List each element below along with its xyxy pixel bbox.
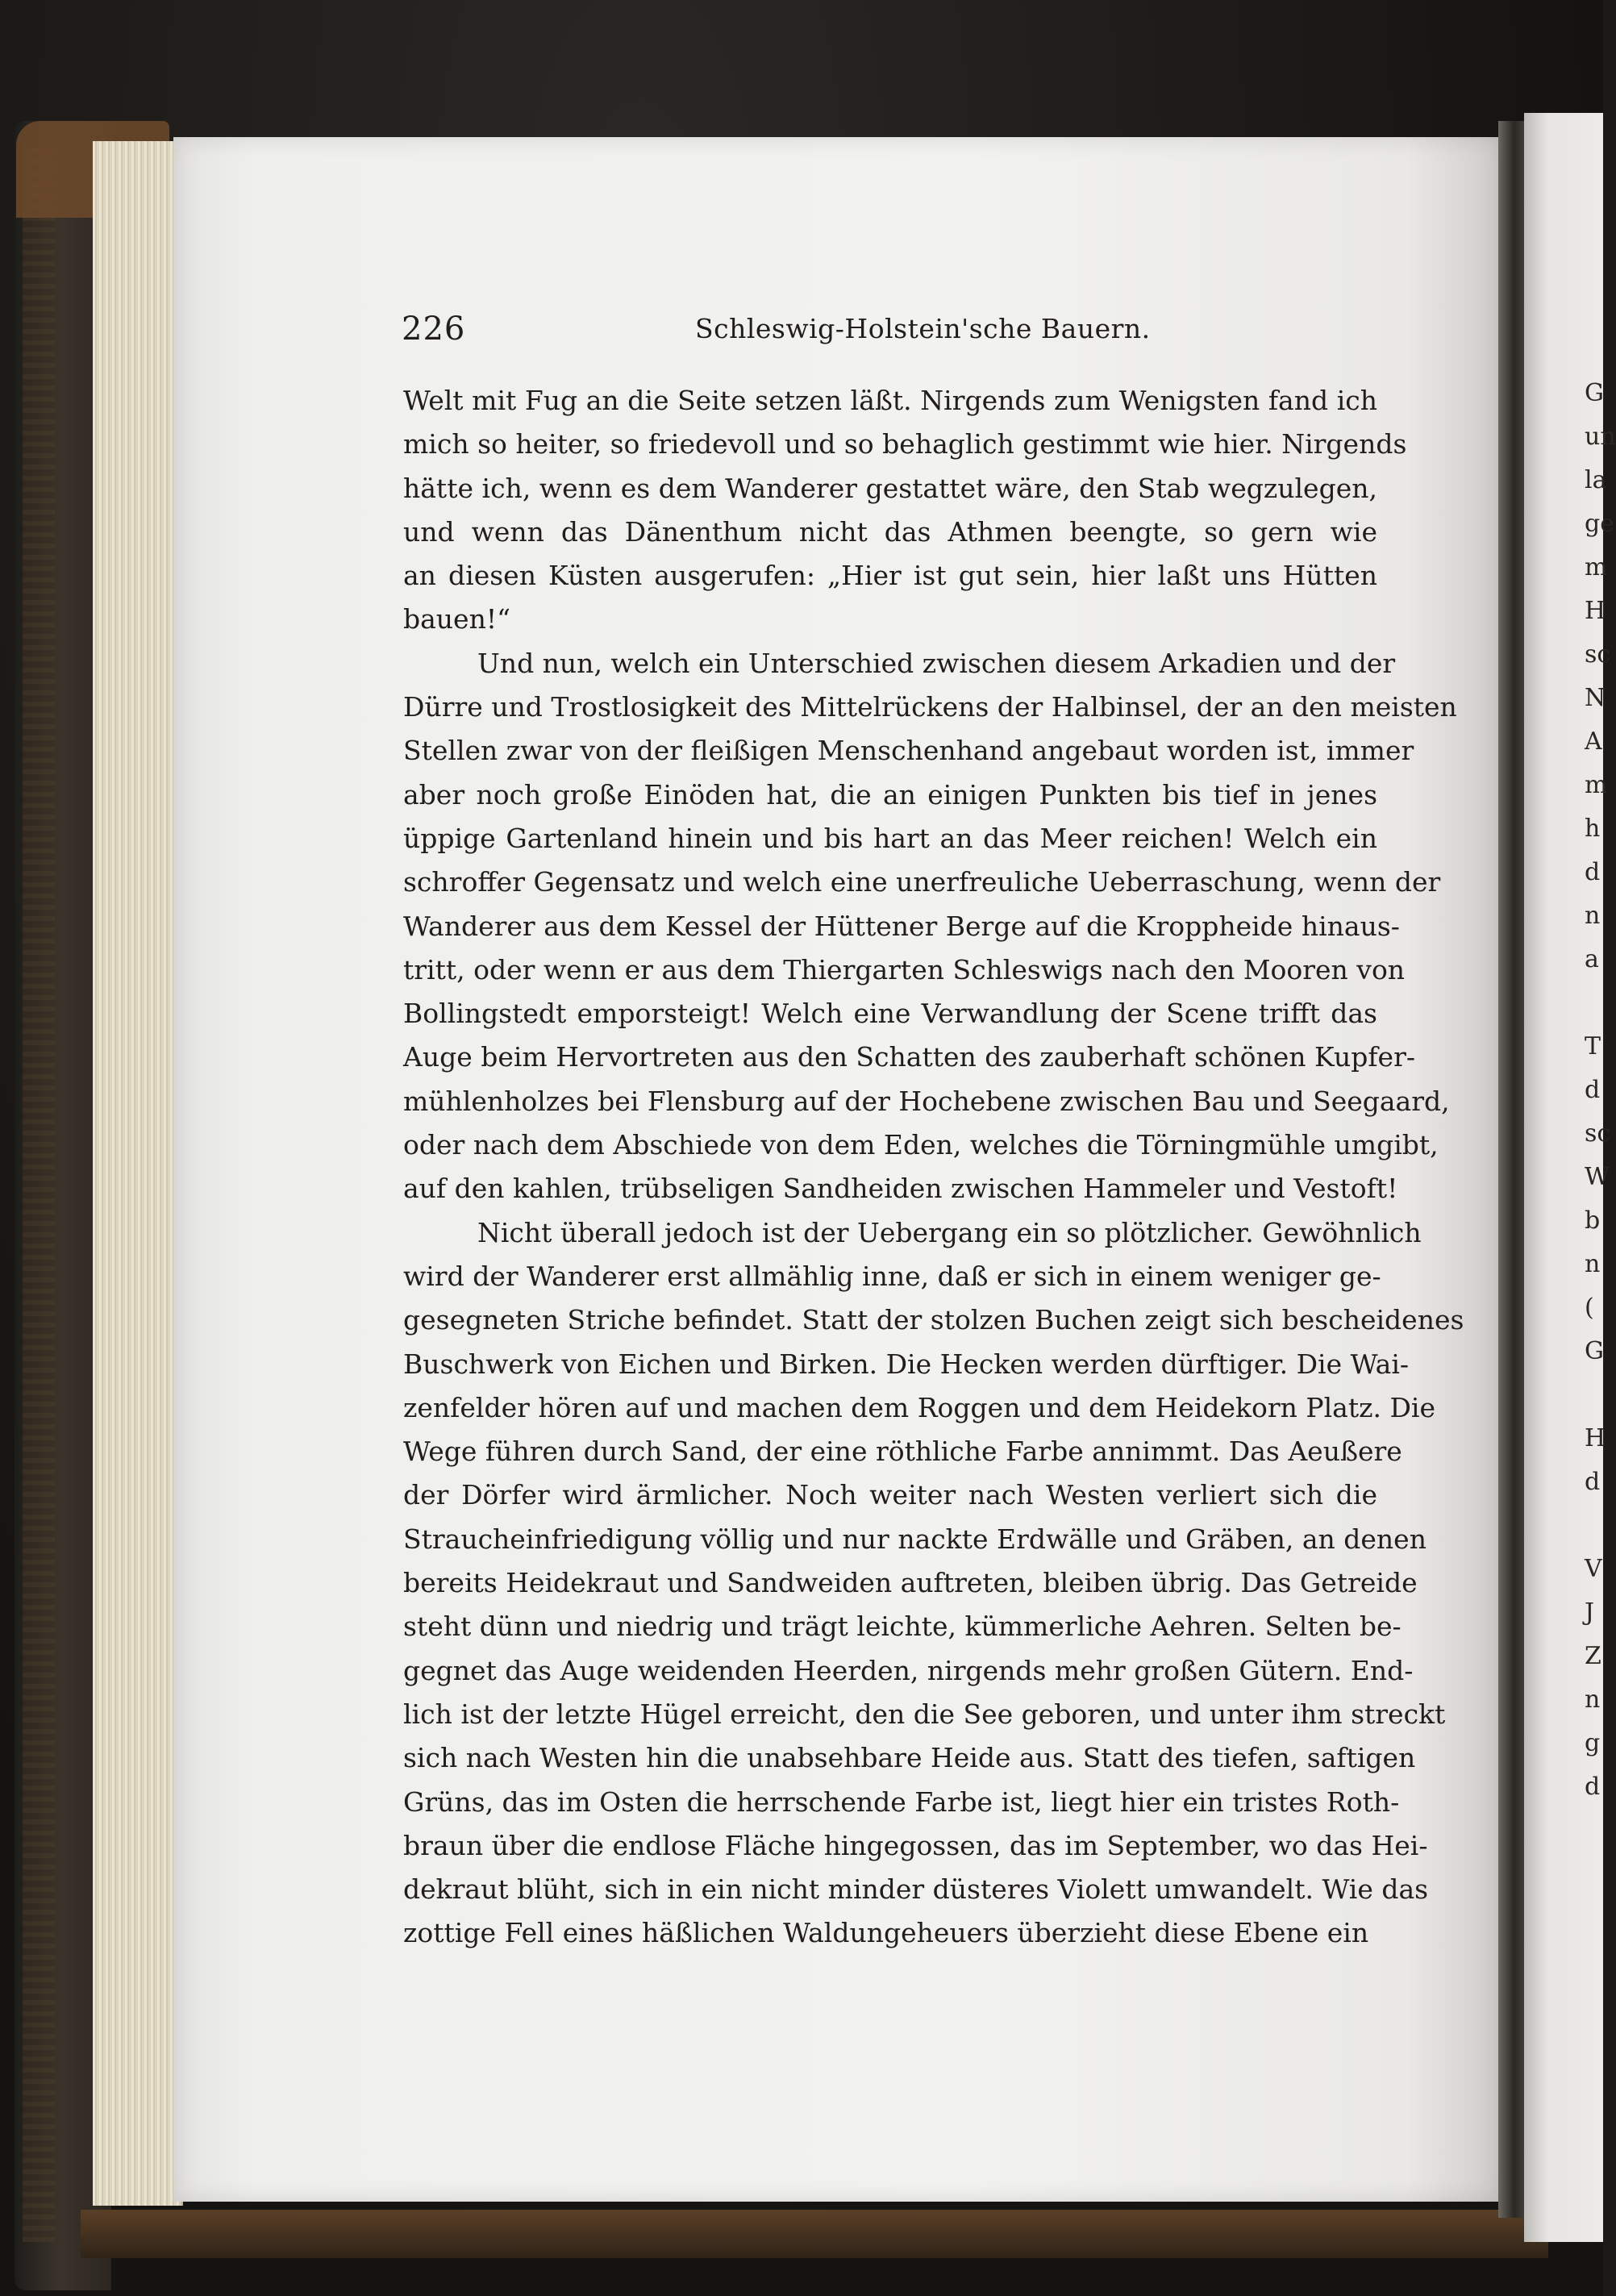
facing-page-fragment: n [1585,1686,1601,1714]
text-line: aber noch große Einöden hat, die an einigen Punkten bis tief in jenes [403,778,1377,810]
facing-page-fragment: H [1585,597,1606,625]
facing-page-fragment: N [1585,684,1606,712]
text-line: Straucheinfriedigung völlig und nur nackte Erdwälle und Gräben, an denen [403,1523,1426,1555]
text-line: braun über die endlose Fläche hingegossen, das im September, wo das Hei- [403,1829,1428,1861]
text-line: schroffer Gegensatz und welch eine unerfreuliche Ueberraschung, wenn der [403,866,1441,898]
text-line: sich nach Westen hin die unabsehbare Heide aus. Statt des tiefen, saftigen [403,1742,1416,1774]
facing-page-fragment: d [1585,858,1601,886]
text-line: auf den kahlen, trübseligen Sandheiden zwischen Hammeler und Vestoft! [403,1173,1398,1205]
facing-page-fragment: H [1585,1424,1606,1452]
text-line: an diesen Küsten ausgerufen: „Hier ist gut sein, hier laßt uns Hütten [403,560,1377,592]
facing-page-fragment: b [1585,1206,1601,1235]
text-line: Buschwerk von Eichen und Birken. Die Hecken werden dürftiger. Die Wai- [403,1348,1410,1380]
text-line: zenfelder hören auf und machen dem Roggen und dem Heidekorn Platz. Die [403,1391,1436,1423]
facing-page-fragment: V [1585,1555,1602,1583]
facing-page-fragment: T [1585,1032,1601,1060]
facing-page-fragment: h [1585,815,1601,843]
facing-page-fragment: a [1585,945,1599,973]
text-line: bauen!“ [403,603,510,635]
text-line: oder nach dem Abschiede von dem Eden, welches die Törningmühle umgibt, [403,1129,1439,1161]
facing-page-fragment: ge [1585,510,1614,538]
facing-page-fragment: J [1585,1598,1595,1627]
text-line: dekraut blüht, sich in ein nicht minder düsteres Violett umwandelt. Wie das [403,1873,1429,1906]
text-line: gegnet das Auge weidenden Heerden, nirgends mehr großen Gütern. End- [403,1654,1414,1686]
page-number: 226 [402,310,466,348]
facing-page-fragment: ( [1585,1294,1594,1322]
facing-page-fragment [1585,989,1603,1032]
running-head: Schleswig-Holstein'sche Bauern. [695,313,1151,344]
paragraph [403,379,1407,642]
text-line: tritt, oder wenn er aus dem Thiergarten Schleswigs nach den Mooren von [403,953,1406,985]
book-cover-bottom [81,2210,1548,2258]
paragraph [403,642,1457,1211]
text-line: Und nun, welch ein Unterschied zwischen diesem Arkadien und der [477,647,1396,679]
facing-page-fragment: Z [1585,1642,1601,1670]
text-line: Wege führen durch Sand, der eine röthliche Farbe annimmt. Das Aeußere [403,1436,1402,1468]
text-line: Nicht überall jedoch ist der Uebergang ein so plötzlicher. Gewöhnlich [477,1216,1422,1248]
text-line: Welt mit Fug an die Seite setzen läßt. Nirgends zum Wenigsten fand ich [403,385,1377,416]
text-line: steht dünn und niedrig und trägt leichte, kümmerliche Aehren. Selten be- [403,1611,1402,1643]
text-line: Stellen zwar von der fleißigen Menschenhand angebaut worden ist, immer [403,735,1414,767]
facing-page-fragment: sc [1585,1119,1611,1148]
facing-page-fragment: G [1585,379,1604,407]
facing-page-fragment: d [1585,1468,1601,1496]
book-gutter [1498,121,1527,2218]
text-line: Wanderer aus dem Kessel der Hüttener Berge auf die Kroppheide hinaus- [403,910,1400,942]
text-line: zottige Fell eines häßlichen Waldungeheuers überzieht diese Ebene ein [403,1917,1369,1949]
text-line: lich ist der letzte Hügel erreicht, den die See geboren, und unter ihm streckt [403,1698,1446,1730]
text-line: Auge beim Hervortreten aus den Schatten des zauberhaft schönen Kupfer- [403,1041,1415,1073]
facing-page-fragment: G [1585,1337,1604,1365]
text-line: wird der Wanderer erst allmählig inne, daß er sich in einem weniger ge- [403,1260,1381,1292]
facing-page-fragment: m [1585,553,1608,581]
facing-page-fragment: un [1585,423,1616,451]
facing-page-fragment: la [1585,466,1607,494]
facing-page-fragment: W [1585,1163,1610,1191]
text-line: mich so heiter, so friedevoll und so behaglich gestimmt wie hier. Nirgends [403,428,1407,460]
text-line: Dürre und Trostlosigkeit des Mittelrückens der Halbinsel, der an den meisten [403,691,1457,723]
text-line: und wenn das Dänenthum nicht das Athmen beengte, so gern wie [403,515,1377,548]
facing-page-fragment [1585,1511,1603,1555]
facing-page-fragment [1585,1381,1603,1424]
facing-page-fragment: sc [1585,640,1611,669]
facing-page-text [1585,379,1616,1816]
page-edges [93,141,183,2206]
text-line: Bollingstedt emporsteigt! Welch eine Verwandlung der Scene trifft das [403,998,1377,1030]
body-text [403,379,1464,1956]
text-line: hätte ich, wenn es dem Wanderer gestattet wäre, den Stab wegzulegen, [403,472,1377,504]
facing-page-fragment: d [1585,1076,1601,1104]
paragraph [403,1211,1464,1956]
text-line: bereits Heidekraut und Sandweiden auftreten, bleiben übrig. Das Getreide [403,1567,1418,1599]
facing-page-fragment: g [1585,1729,1601,1757]
text-line: Grüns, das im Osten die herrschende Farbe ist, liegt hier ein tristes Roth- [403,1786,1400,1818]
facing-page-fragment: m [1585,771,1608,799]
text-line: üppige Gartenland hinein und bis hart an das Meer reichen! Welch ein [403,822,1377,854]
facing-page-fragment: n [1585,902,1601,930]
facing-page-fragment: A [1585,727,1602,756]
text-line: mühlenholzes bei Flensburg auf der Hochebene zwischen Bau und Seegaard, [403,1085,1450,1117]
facing-page-fragment: n [1585,1250,1601,1278]
facing-page-fragment: d [1585,1773,1601,1801]
text-line: der Dörfer wird ärmlicher. Noch weiter nach Westen verliert sich die [403,1479,1377,1511]
text-line: gesegneten Striche befindet. Statt der stolzen Buchen zeigt sich bescheidenes [403,1304,1464,1336]
